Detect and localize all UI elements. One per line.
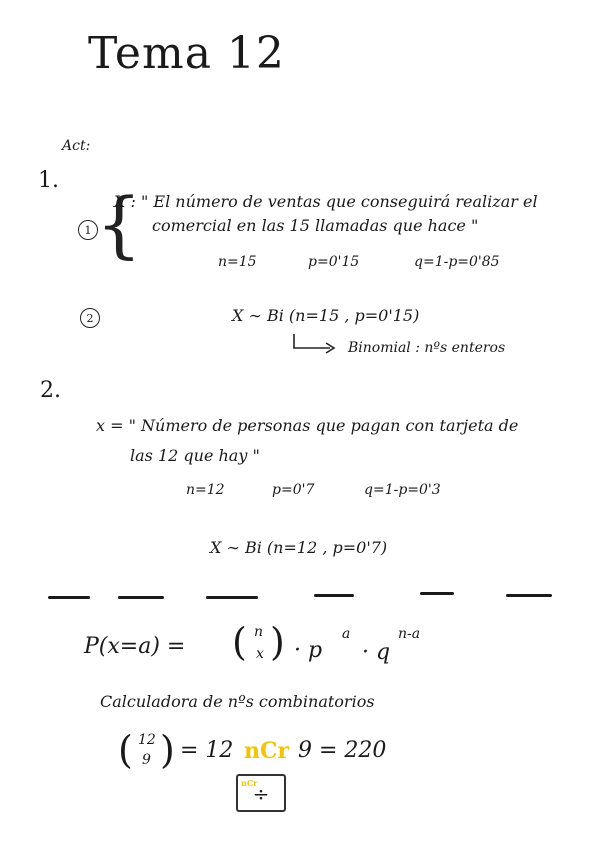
- page-title: Tema 12: [88, 28, 285, 79]
- calculator-heading: Calculadora de nºs combinatorios: [100, 692, 375, 711]
- ex1-definition-line1: X : " El número de ventas que conseguirá realizar el: [114, 192, 538, 211]
- step-2-mark: 2: [80, 308, 100, 328]
- separator-dash: [118, 596, 164, 599]
- ex2-p-value: p=0'7: [272, 482, 315, 498]
- separator-dash: [206, 596, 258, 599]
- ex1-q-value: q=1-p=0'85: [414, 254, 500, 270]
- separator-dash: [48, 596, 90, 599]
- ex1-n-value: n=15: [218, 254, 257, 270]
- comb-left-paren: (: [118, 728, 133, 772]
- ex2-definition-line2: las 12 que hay ": [130, 446, 260, 465]
- formula-q-part: · q: [362, 640, 391, 665]
- ex2-n-value: n=12: [186, 482, 225, 498]
- formula-lhs: P(x=a) =: [84, 634, 186, 659]
- exercise-2-number: 2.: [40, 378, 61, 403]
- ex2-definition-line1: x = " Número de personas que pagan con tarjeta de: [96, 416, 519, 435]
- formula-p-part: · p: [294, 638, 323, 663]
- comb-eq-end: 9 = 220: [298, 738, 387, 763]
- ex2-q-value: q=1-p=0'3: [364, 482, 441, 498]
- step-1-mark: 1: [78, 220, 98, 240]
- calc-key-label: nCr: [241, 778, 258, 788]
- comb-right-paren: ): [160, 728, 175, 772]
- separator-dash: [506, 594, 552, 597]
- arrow-icon: [290, 332, 342, 356]
- act-label: Act:: [62, 138, 91, 154]
- separator-dash: [314, 594, 354, 597]
- divide-icon: ÷: [252, 782, 270, 806]
- comb-eq-start: = 12: [180, 738, 234, 763]
- comb-top: 12: [138, 732, 156, 748]
- ex1-p-value: p=0'15: [308, 254, 360, 270]
- binom-left-paren: (: [232, 620, 247, 664]
- formula-exp-na: n-a: [398, 626, 421, 642]
- ex1-distribution: X ∼ Bi (n=15 , p=0'15): [232, 306, 420, 325]
- separator-dash: [420, 592, 454, 595]
- ex1-binomial-note: Binomial : nºs enteros: [348, 340, 506, 356]
- ex2-distribution: X ∼ Bi (n=12 , p=0'7): [210, 538, 388, 557]
- ex1-definition-line2: comercial en las 15 llamadas que hace ": [152, 216, 479, 235]
- comb-bottom: 9: [142, 752, 151, 768]
- formula-exp-a: a: [342, 626, 351, 642]
- comb-ncr-highlight: nCr: [244, 738, 290, 764]
- binom-top: n: [254, 624, 264, 640]
- calculator-ncr-key: [236, 774, 286, 812]
- binom-bottom: x: [256, 646, 264, 662]
- binom-right-paren: ): [270, 620, 285, 664]
- exercise-1-number: 1.: [38, 168, 59, 193]
- brace-icon: {: [96, 182, 142, 266]
